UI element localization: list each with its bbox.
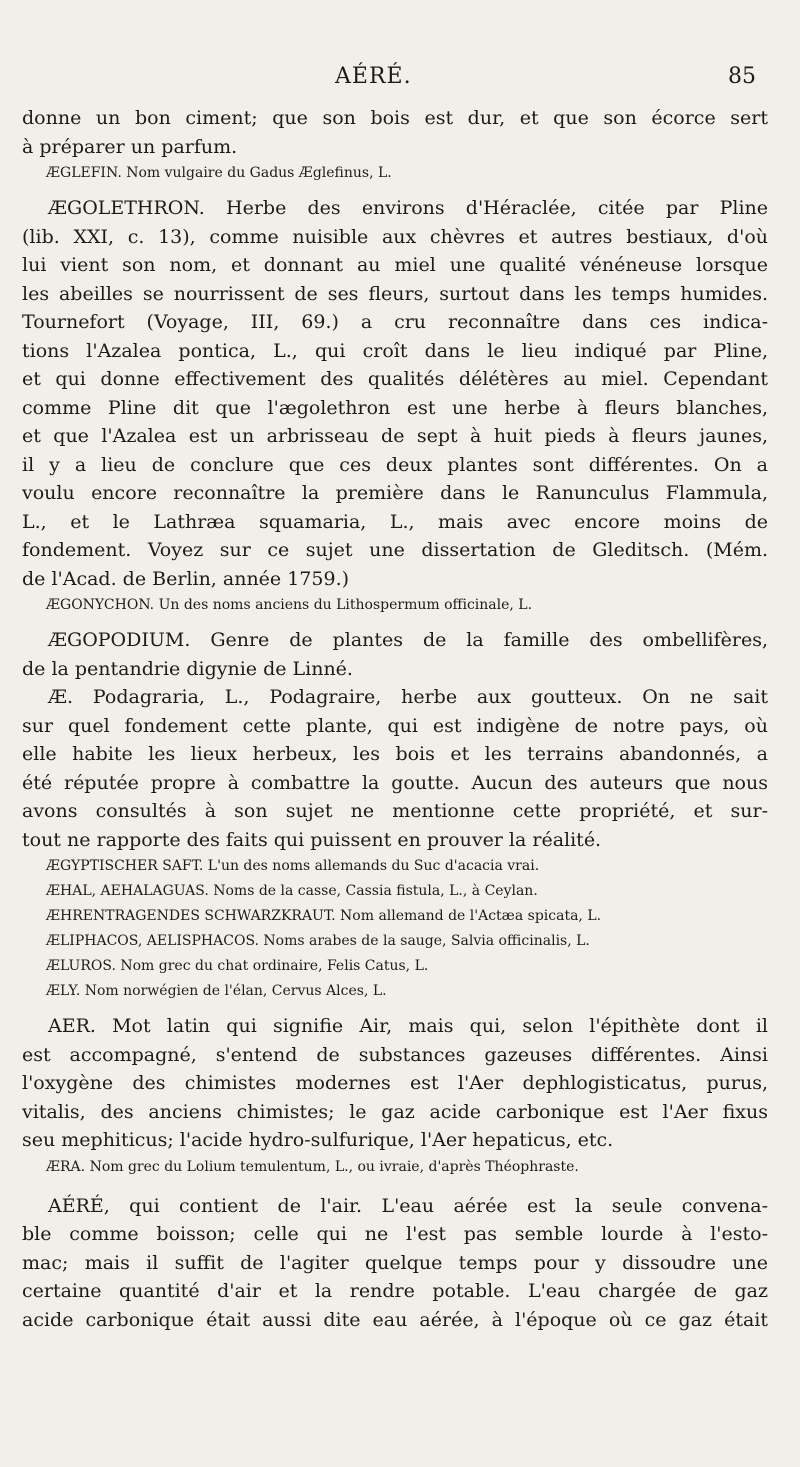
entry-aely: ÆLY. Nom norwégien de l'élan, Cervus Alces, L. [46, 983, 387, 999]
text-line: elle habite les lieux herbeux, les bois et les terrains abandonnés, a [22, 743, 768, 765]
text-line: fondement. Voyez sur ce sujet une dissertation de Gleditsch. (Mém. [22, 539, 768, 561]
text-line: lui vient son nom, et donnant au miel une qualité vénéneuse lorsque [22, 254, 768, 276]
entry-aegopodium: ÆGOPODIUM. Genre de plantes de la famille des ombellifères, [48, 629, 768, 651]
text-line: sur quel fondement cette plante, qui est indigène de notre pays, où [22, 714, 768, 737]
text-line: (lib. XXI, c. 13), comme nuisible aux chèvres et autres bestiaux, d'où [22, 225, 768, 248]
text-line: été réputée propre à combattre la goutte. Aucun des auteurs que nous [22, 771, 768, 794]
text-line: il y a lieu de conclure que ces deux plantes sont différentes. On a [22, 453, 768, 476]
entry-aeglefin: ÆGLEFIN. Nom vulgaire du Gadus Æglefinus, L. [46, 165, 392, 181]
text-line: seu mephiticus; l'acide hydro-sulfurique, l'Aer hepaticus, etc. [22, 1129, 614, 1151]
text-line: est accompagné, s'entend de substances gazeuses différentes. Ainsi [22, 1043, 768, 1066]
text-line: L., et le Lathræa squamaria, L., mais avec encore moins de [22, 510, 768, 533]
text-line: de la pentandrie digynie de Linné. [22, 657, 353, 680]
text-line: à préparer un parfum. [22, 135, 238, 158]
entry-aer: AER. Mot latin qui signifie Air, mais qui, selon l'épithète dont il [48, 1015, 768, 1037]
entry-aegyptischer-saft: ÆGYPTISCHER SAFT. L'un des noms allemands du Suc d'acacia vrai. [46, 858, 540, 874]
entry-aegolethron: ÆGOLETHRON. Herbe des environs d'Héraclée, citée par Pline [48, 197, 768, 219]
entry-aeluros: ÆLUROS. Nom grec du chat ordinaire, Felis Catus, L. [46, 958, 429, 974]
entry-podagraria: Æ. Podagraria, L., Podagraire, herbe aux goutteux. On ne sait [48, 686, 768, 708]
text-line: comme Pline dit que l'ægolethron est une herbe à fleurs blanches, [22, 396, 768, 419]
text-line: voulu encore reconnaître la première dans le Ranunculus Flammula, [22, 482, 768, 504]
text-line: avons consultés à son sujet ne mentionne cette propriété, et sur- [22, 800, 768, 822]
entry-aeliphacos: ÆLIPHACOS, AELISPHACOS. Noms arabes de la sauge, Salvia officinalis, L. [46, 933, 590, 949]
body-text [22, 104, 768, 1334]
text-line: certaine quantité d'air et la rendre potable. L'eau chargée de gaz [22, 1280, 768, 1302]
text-line: acide carbonique était aussi dite eau aérée, à l'époque où ce gaz était [22, 1308, 768, 1331]
text-line: de l'Acad. de Berlin, année 1759.) [22, 567, 350, 590]
text-line: tions l'Azalea pontica, L., qui croît dans le lieu indiqué par Pline, [22, 339, 768, 362]
entry-aehrentragendes: ÆHRENTRAGENDES SCHWARZKRAUT. Nom allemand de l'Actæa spicata, L. [46, 908, 602, 924]
text-line: tout ne rapporte des faits qui puissent en prouver la réalité. [22, 828, 602, 851]
entry-aegonychon: ÆGONYCHON. Un des noms anciens du Lithospermum officinale, L. [46, 597, 533, 613]
text-line: les abeilles se nourrissent de ses fleurs, surtout dans les temps humides. [22, 282, 768, 305]
entry-aere: AÉRÉ, qui contient de l'air. L'eau aérée est la seule convena- [48, 1194, 768, 1217]
text-line: Tournefort (Voyage, III, 69.) a cru reconnaître dans ces indica- [22, 311, 768, 333]
page-number: 85 [728, 64, 756, 89]
text-line: et qui donne effectivement des qualités délétères au miel. Cependant [22, 368, 768, 390]
text-line: donne un bon ciment; que son bois est dur, et que son écorce sert [22, 107, 768, 129]
entry-aehal: ÆHAL, AEHALAGUAS. Noms de la casse, Cassia fistula, L., à Ceylan. [46, 883, 538, 899]
page-header [0, 64, 800, 98]
entry-aera: ÆRA. Nom grec du Lolium temulentum, L., ou ivraie, d'après Théophraste. [46, 1158, 579, 1175]
text-line: l'oxygène des chimistes modernes est l'Aer dephlogisticatus, purus, [22, 1072, 768, 1094]
text-line: et que l'Azalea est un arbrisseau de sept à huit pieds à fleurs jaunes, [22, 425, 768, 447]
running-head: AÉRÉ. [335, 64, 412, 89]
text-line: ble comme boisson; celle qui ne l'est pas semble lourde à l'esto- [22, 1223, 768, 1245]
text-line: vitalis, des anciens chimistes; le gaz acide carbonique est l'Aer fixus [22, 1100, 768, 1123]
text-line: mac; mais il suffit de l'agiter quelque temps pour y dissoudre une [22, 1251, 768, 1274]
